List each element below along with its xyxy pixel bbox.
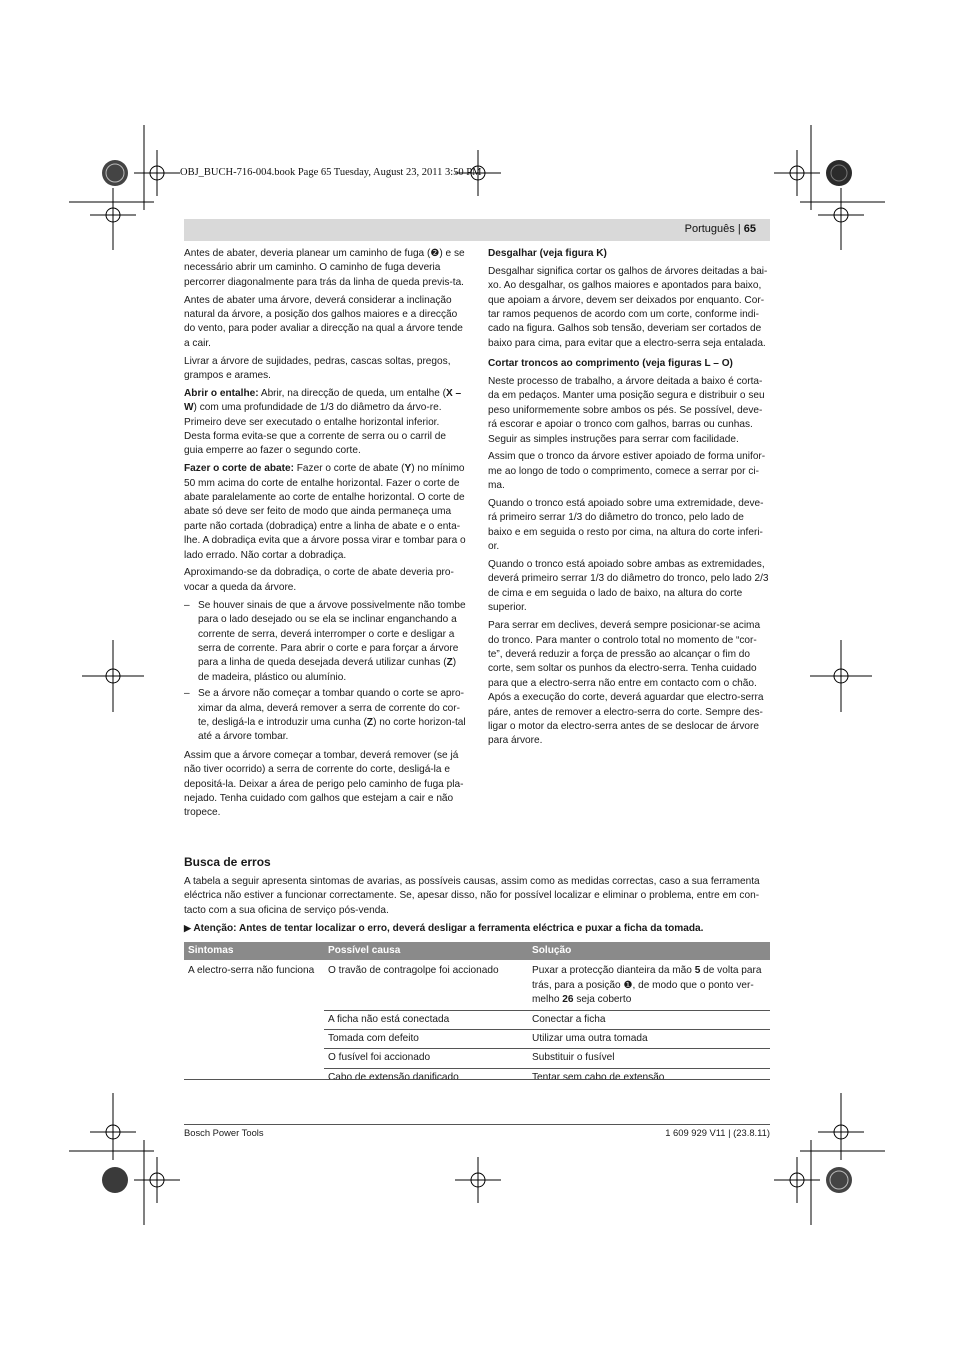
solution-cell: Puxar a protecção dianteira da mão 5 de volta para trás, para a posição ❶, de modo que o ponto ver-melho 26 seja coberto	[528, 960, 770, 1010]
column-header: Possível causa	[324, 942, 528, 960]
footer-rule	[184, 1124, 770, 1125]
page-number: 65	[743, 223, 756, 235]
heading-bucking: Cortar troncos ao comprimento (veja figuras L – O)	[488, 358, 733, 370]
page-header	[685, 223, 756, 235]
paragraph-both-ends-support: Quando o tronco está apoiado sobre ambas as extremidades, deverá primeiro serrar 1/3 do diâmetro do tronco, pelo lado 2/3 de cima e em seguida o lado de baixo, na altura do corte superior.	[488, 559, 769, 614]
paragraph-notch: Abrir o entalhe: Abrir, na direcção de queda, um entalhe (X – W) com uma profundidade de 1/3 do diâmetro da árvo-re. Primeiro deve ser executado o entalhe horizontal inferior. Desta forma evita-se que a corrente de serra ou o carril de guia emperre ao fazer o segundo corte.	[184, 387, 462, 457]
table-bottom-rule	[184, 1079, 770, 1080]
paragraph-bucking: Neste processo de trabalho, a árvore deitada a baixo é corta-da em pedaços. Manter uma posição segura e distribuir o seu peso uniformemente sobre ambos os pés. Se possível, deve-rá escorar e apoiar o tronco com galhos, barras ou cunhas. Seguir as simples instruções para serrar com facilidade.	[488, 376, 765, 445]
footer-doc-number: 1 609 929 V11 | (23.8.11)	[665, 1127, 770, 1138]
heading-delimbing: Desgalhar (veja figura K)	[488, 248, 607, 259]
paragraph-slopes: Para serrar em declives, deverá sempre posicionar-se acima do tronco. Para manter o controlo total no momento de “cor-te”, deverá reduzir a força de pressão ao alcançar o fim do corte, sem soltar os punhos da electro-serra. Tenha cuidado para que a electro-serra não entre em contacto com o chão. Após a execução do corte, deverá aguardar que electro-serra páre, antes de remover a electro-serra do corte. Sempre des-ligar o motor da electro-serra antes de se deslocar de árvore para árvore.	[488, 620, 764, 747]
header-language: Português	[684, 223, 735, 235]
column-header: Solução	[528, 942, 770, 960]
cause-cell: Tomada com defeito	[324, 1030, 528, 1049]
solution-cell: Utilizar uma outra tomada	[528, 1030, 770, 1049]
solution-cell: Substituir o fusível	[528, 1049, 770, 1068]
notch-heading: Abrir o entalhe:	[184, 387, 259, 399]
paragraph-escape-route: Antes de abater, deveria planear um caminho de fuga (❷) e se necessário abrir um caminho. O caminho de fuga deveria percorrer diagonalmente para trás da linha de queda previs-ta.	[184, 248, 465, 288]
cause-cell: O travão de contragolpe foi accionado	[324, 960, 528, 1010]
section-intro: A tabela a seguir apresenta sintomas de avarias, as possíveis causas, assim como as medidas correctas, caso a sua ferramenta eléctrica não estiver a funcionar correctamente. Se, apesar disso, não for possível localizar e eliminar o problema, entre em con-tacto com a sua oficina de serviço pós-venda.	[184, 876, 760, 916]
list-item: – Se houver sinais de que a árvove possivelmente não tombe para o lado desejado ou se ela se inclinar enganchando a corrente de serra, deverá interromper o corte e desligar a serra de corrente. Para abrir o corte e para forçar a árvore para a linha de queda desejada deverá utilizar cunhas (Z) de madeira, plástico ou alumínio.	[184, 599, 466, 683]
footer-brand: Bosch Power Tools	[184, 1127, 264, 1138]
warning-arrow-icon: ▶	[184, 923, 191, 933]
cause-cell: Cabo de extensão danificado	[328, 1071, 459, 1083]
list-item: – Se a árvore não começar a tombar quando o corte se apro-ximar da alma, deverá remover a serra de corrente do cor-te, desligá-la e introduzir uma cunha (Z) no corte horizon-tal até a árvore tombar.	[184, 688, 466, 743]
warning-note: ▶ Atenção: Antes de tentar localizar o erro, deverá desligar a ferramenta eléctrica e puxar a ficha da tomada.	[184, 923, 704, 934]
felling-cut-heading: Fazer o corte de abate:	[184, 463, 294, 475]
solution-cell: Tentar sem cabo de extensão	[532, 1071, 665, 1083]
paragraph-hinge: Aproximando-se da dobradiça, o corte de abate deveria pro-vocar a queda da árvore.	[184, 567, 454, 593]
cause-cell: A ficha não está conectada	[324, 1010, 528, 1029]
header-separator: |	[734, 223, 744, 235]
paragraph-uniform-support: Assim que o tronco da árvore estiver apoiado de forma unifor-me ao longo de todo o comprimento, comece a serrar por ci-ma.	[488, 451, 766, 492]
troubleshooting-table	[184, 942, 770, 1087]
right-column	[488, 247, 770, 752]
cause-cell: O fusível foi accionado	[324, 1049, 528, 1068]
symptom-cell: A electro-serra não funciona	[188, 965, 315, 977]
section-title: Busca de erros	[184, 855, 271, 869]
table-row	[184, 960, 770, 1010]
paragraph-felling-cut: Fazer o corte de abate: Fazer o corte de abate (Y) no mínimo 50 mm acima do corte de entalhe horizontal. Fazer o corte de abate paralelamente ao corte de entalhe horizontal. O corte de abate só deve ser feito de modo que ainda permaneça uma parte não cortada (dobradiça) entre a linha de abate e o enta-lhe. A dobradiça evita que a árvore possa virar e tombar para o lado errado. Não cortar a dobradiça.	[184, 463, 466, 561]
page-header-bar	[184, 219, 770, 241]
column-header: Sintomas	[184, 942, 324, 960]
paragraph-delimbing: Desgalhar significa cortar os galhos de árvores deitadas a bai-xo. Ao desgalhar, os galhos maiores e apontados para baixo, que apoiam a árvore, devem ser deixados por enquanto. Cor-tar ramos pequenos de acordo com um corte, conforme indi-cado na figura. Galhos sob tensão, deveriam ser cortados de baixo para cima, para evitar que a electro-serra seja entalada.	[488, 265, 768, 349]
paragraph-inclination: Antes de abater uma árvore, deverá considerar a inclinação natural da árvore, a posição dos galhos maiores e a direcção do vento, para poder avaliar a direcção na qual a árvore tende a cair.	[184, 294, 463, 349]
left-column	[184, 247, 466, 824]
paragraph-tree-falls: Assim que a árvore começar a tombar, deverá remover (se já não tiver ocorrido) a serra de corrente do corte, desligá-la e depositá-la. Deixar a área de perigo pelo caminho de fuga pla-nejado. Tenha cuidado com galhos que estejam a cair e não tropece.	[184, 749, 464, 819]
table-header-row	[184, 942, 770, 960]
paragraph-one-end-support: Quando o tronco está apoiado sobre uma extremidade, deve-rá primeiro serrar 1/3 do diâmetro do tronco, pelo lado de baixo e em seguida o resto por cima, na altura do corte inferi-or.	[488, 498, 764, 553]
paragraph-clean-tree: Livrar a árvore de sujidades, pedras, cascas soltas, pregos, grampos e arames.	[184, 355, 451, 382]
print-slug: OBJ_BUCH-716-004.book Page 65 Tuesday, August 23, 2011 3:50 PM	[180, 167, 482, 178]
solution-cell: Conectar a ficha	[528, 1010, 770, 1029]
